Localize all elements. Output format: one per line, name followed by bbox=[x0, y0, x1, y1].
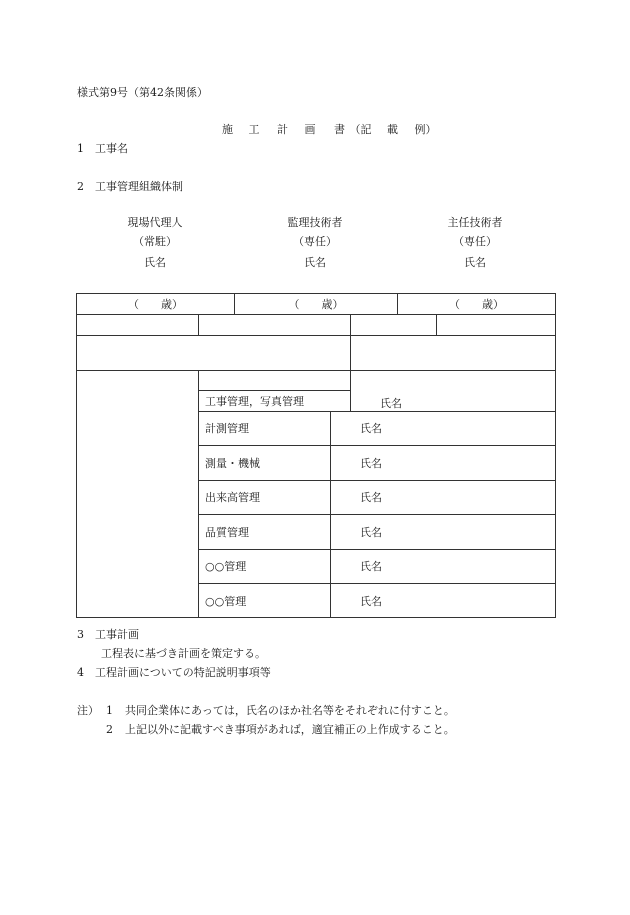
management-label: ○○管理 bbox=[205, 560, 247, 573]
title-char: 書 bbox=[334, 123, 345, 136]
manager-name: 氏名 bbox=[360, 560, 382, 573]
table-border-bottom bbox=[76, 617, 556, 618]
note-text: 上記以外に記載すべき事項があれば，適宜補正の上作成すること。 bbox=[125, 723, 455, 736]
role-name: 氏名 bbox=[464, 256, 486, 269]
age-cell: （ 歳） bbox=[288, 298, 344, 311]
title-char: 計 bbox=[277, 123, 288, 136]
table-row-line bbox=[198, 445, 556, 446]
table-border-top bbox=[76, 293, 556, 294]
title-char: 施 bbox=[222, 123, 233, 136]
section-3-heading: 3 工事計画 bbox=[77, 628, 139, 641]
table-divider bbox=[198, 370, 199, 618]
table-border-left bbox=[76, 293, 77, 618]
note-number: 2 bbox=[106, 723, 113, 736]
table-divider bbox=[350, 335, 351, 370]
manager-name: 氏名 bbox=[360, 526, 382, 539]
table-border-right bbox=[555, 293, 556, 618]
table-row-line bbox=[198, 583, 556, 584]
section-4-heading: 4 工程計画についての特記説明事項等 bbox=[77, 666, 271, 679]
title-char: 載 bbox=[387, 123, 398, 136]
management-label: 測量・機械 bbox=[205, 457, 260, 470]
table-row-line bbox=[198, 390, 351, 391]
age-cell: （ 歳） bbox=[128, 298, 183, 311]
title-char: 画 bbox=[304, 123, 316, 136]
table-row-line bbox=[76, 335, 556, 336]
table-row-line bbox=[198, 480, 556, 481]
note-text: 共同企業体にあっては，氏名のほか社名等をそれぞれに付すこと。 bbox=[125, 704, 455, 717]
document-title bbox=[222, 124, 437, 135]
section-3-body: 工程表に基づき計画を策定する。 bbox=[101, 647, 266, 660]
management-label: 品質管理 bbox=[205, 526, 249, 539]
manager-name: 氏名 bbox=[360, 422, 382, 435]
management-label: 計測管理 bbox=[205, 422, 249, 435]
role-title: 監理技術者 bbox=[287, 216, 343, 229]
manager-name: 氏名 bbox=[380, 397, 402, 410]
role-name: 氏名 bbox=[144, 256, 166, 269]
title-char: （記 bbox=[349, 123, 372, 136]
table-divider bbox=[198, 314, 199, 335]
table-row-line bbox=[198, 514, 556, 515]
role-title: 主任技術者 bbox=[447, 216, 503, 229]
section-2-heading: 2 工事管理組織体制 bbox=[77, 180, 183, 193]
management-label: ○○管理 bbox=[205, 595, 247, 608]
note-number: 1 bbox=[106, 704, 113, 717]
table-row-line bbox=[76, 314, 556, 315]
management-label: 出来高管理 bbox=[205, 491, 260, 504]
role-status: （専任） bbox=[453, 235, 497, 248]
age-cell: （ 歳） bbox=[449, 298, 504, 311]
manager-name: 氏名 bbox=[360, 595, 382, 608]
section-1-heading: 1 工事名 bbox=[77, 142, 128, 155]
notes-prefix: 注） bbox=[77, 704, 99, 717]
title-char: 工 bbox=[248, 123, 260, 136]
table-row-line bbox=[198, 411, 556, 412]
role-name: 氏名 bbox=[304, 256, 326, 269]
form-number: 様式第9号（第42条関係） bbox=[77, 86, 208, 99]
table-row-line bbox=[76, 370, 556, 371]
manager-name: 氏名 bbox=[360, 457, 382, 470]
title-char: 例） bbox=[414, 123, 437, 136]
role-status: （常駐） bbox=[133, 235, 177, 248]
role-status: （専任） bbox=[293, 235, 337, 248]
role-title: 現場代理人 bbox=[127, 216, 183, 229]
table-row-line bbox=[198, 549, 556, 550]
management-label: 工事管理，写真管理 bbox=[205, 395, 304, 408]
manager-name: 氏名 bbox=[360, 491, 382, 504]
table-divider bbox=[350, 314, 351, 335]
table-divider bbox=[436, 314, 437, 335]
